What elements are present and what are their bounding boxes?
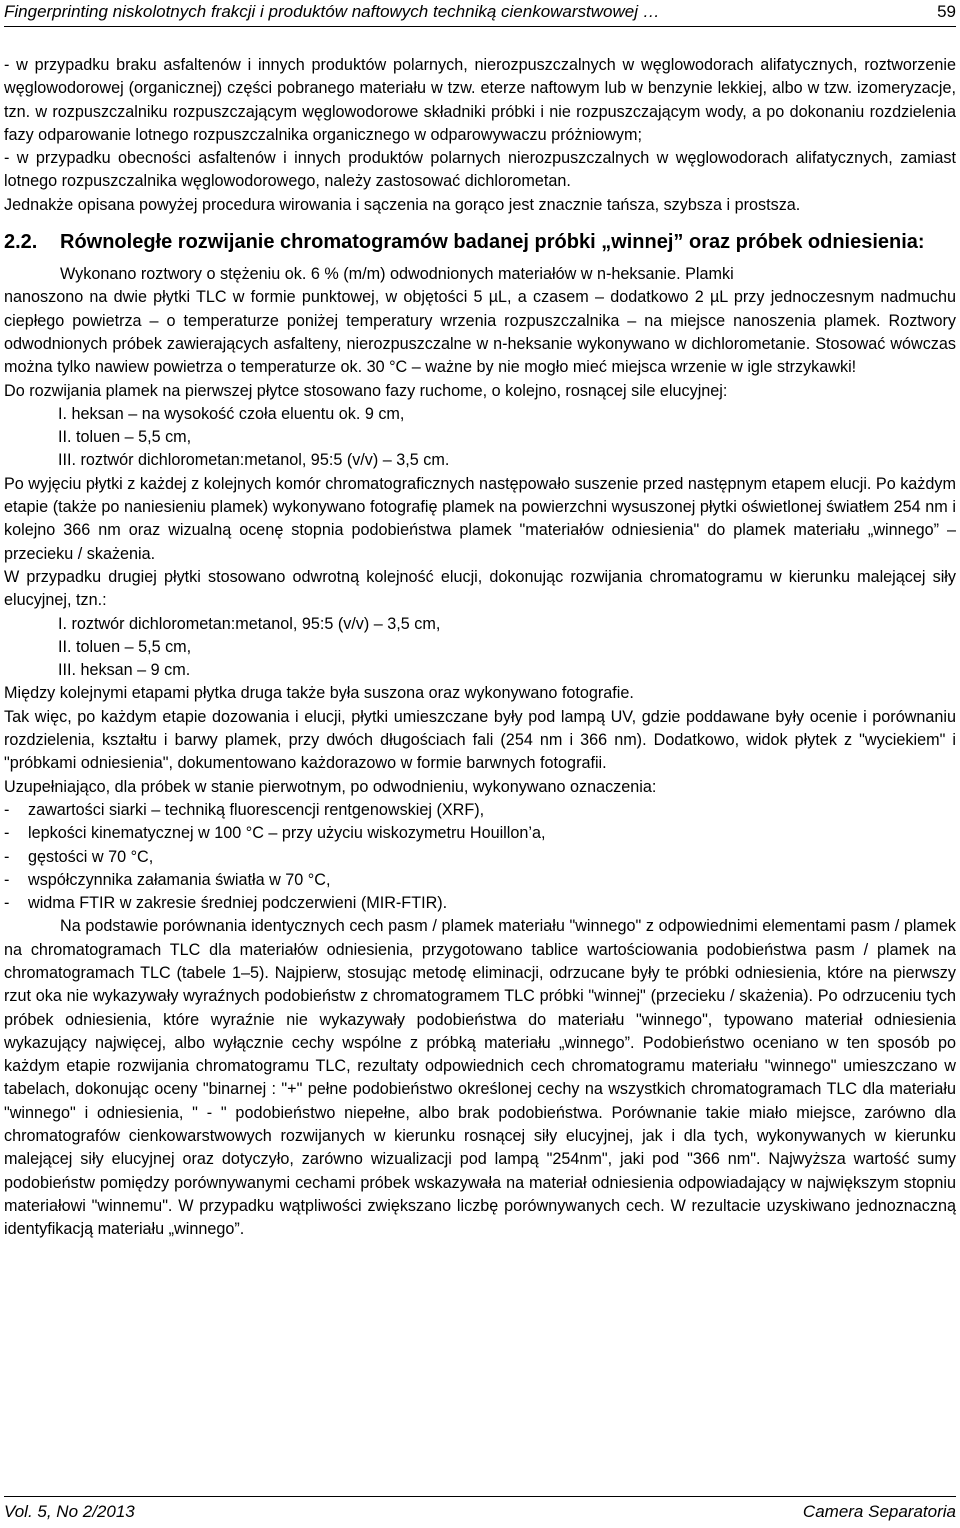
first-plate-step-2: II. toluen – 5,5 cm, [58,428,192,447]
list-item: - zawartości siarki – techniką fluorescencji rentgenowskiej (XRF), [4,799,956,822]
paragraph-each-stage: Tak więc, po każdym etapie dozowania i elucji, płytki umieszczane były pod lampą UV, gdzie poddawane były ocenie i porównaniu rozdzielenia, kształtu i barwy plamek, przy dwóch długościach fali (254 nm i 366 nm). Dodatkowo, widok płytek z "wyciekiem" i "próbkami odniesienia", dokumentowano każdorazowo w formie barwnych fotografii. [4,707,956,773]
paragraph-second-plate: W przypadku drugiej płytki stosowano odwrotną kolejność elucji, dokonując rozwijania chromatogramu w kierunku malejącej siły elucyjnej, tzn.: [4,567,956,610]
paragraph-after-first-plate: Po wyjęciu płytki z każdej z kolejnych komór chromatograficznych następowało suszenie przed następnym etapem elucji. Po każdym etapie (także po naniesieniu plamek) wykonywano fotografię plamek na powierzchni wysuszonej płytki oświetlonej światłem 254 nm i kolejno 366 nm oraz wizualną ocenę stopnia podobieństwa plamek "materiałów odniesienia" do plamek materiału „winnego” – przecieku / skażenia. [4,474,956,563]
paragraph-first-plate: Do rozwijania plamek na pierwszej płytce stosowano fazy ruchome, o kolejno, rosnącej sile elucyjnej: [4,381,728,400]
determination-refractive-index: współczynnika załamania światła w 70 °C, [28,870,331,889]
paragraph-no-asphaltenes: - w przypadku braku asfaltenów i innych produktów polarnych, nierozpuszczalnych w węglowodorach alifatycznych, roztworzenie węglowodorowej (organicznej) części pobranego materiału w tzw. eterze naftowym lub w benzynie lekkiej, albo w tzw. izomeryzacje, tzn. w rozpuszczalniku rozpuszczającym węglowodorowe składniki próbki i nie rozpuszczającym wody, a po dokonaniu rozdzielenia fazy odparowanie lotnego rozpuszczalnika organicznego w odparowywaczu próżniowym; [4,56,956,144]
second-plate-step-3: III. heksan – 9 cm. [58,661,191,680]
running-footer [4,1496,956,1528]
determination-ftir: widma FTIR w zakresie średniej podczerwieni (MIR-FTIR). [28,894,448,913]
paragraph-evaluation: Na podstawie porównania identycznych cech pasm / plamek materiału "winnego" z odpowiednimi elementami pasm / plamek na chromatogramach TLC dla materiałów odniesienia, przygotowano tablice wartościowania podobieństwa pasm / plamek na chromatogramach TLC (tabele 1–5). Najpierw, stosując metodę eliminacji, odrzucane były te próbki odniesienia, które na pierwszy rzut oka nie wykazywały wyraźnych podobieństw z chromatogramem TLC próbki "winnej" (przecieku / skażenia). Po odrzuceniu tych próbek odniesienia, które wyraźnie nie wykazywały podobieństwa do materiału "winnego", typowano materiał odniesienia wykazujący najwięcej, albo wyłącznie cechy wspólne z próbką materiału „winnego”. Podobieństwo oceniano w ten sposób po każdym etapie rozwijania chromatogramu TLC, rezultaty odpowiednich cech chromatogramu materiału "winnego" umieszczano w tabelach, dokonując oceny "binarnej : "+" pełne podobieństwo określonej cechy na wszystkich chromatogramach TLC dla materiału "winnego" i odniesienia, " - " podobieństwo niepełne, albo brak podobieństwa. Porównanie takie miało miejsce, zarówno dla chromatografów cienkowarstwowych rozwijanych w kierunku rosnącej siły elucyjnej, jak i dla tych, wykonywanych w kierunku malejącej siły elucyjnej oraz dotyczyło, zarówno wizualizacji pod lampą "254nm", jaki pod "366 nm". Najwyższa wartość sumy podobieństw pomiędzy porównywanymi cechami próbek wskazywała na materiał odniesienia odpowiadający w największym stopniu materiałowi "winnemu". W przypadku wątpliwości zwiększano liczbę porównywanych cech. W rezultacie uzyskiwano jednoznaczną identyfikacją materiału „winnego”. [4,917,956,1239]
running-header [4,0,956,26]
paragraph-with-asphaltenes: - w przypadku obecności asfaltenów i innych produktów polarnych nierozpuszczalnych w węglowodorach alifatycznych, zamiast lotnego rozpuszczalnika węglowodorowego, należy zastosować dichlorometan. [4,149,956,191]
list-item: - współczynnika załamania światła w 70 °C, [4,869,956,892]
journal-volume: Vol. 5, No 2/2013 [4,1502,135,1521]
paragraph-between-stages: Między kolejnymi etapami płytka druga także była suszona oraz wykonywano fotografie. [4,684,634,703]
determination-density: gęstości w 70 °C, [28,847,154,866]
section-number: 2.2. [4,231,38,254]
list-item: - lepkości kinematycznej w 100 °C – przy użyciu wiskozymetru Houillon’a, [4,822,956,845]
paragraph-prep: nanoszono na dwie płytki TLC w formie punktowej, w objętości 5 µL, a czasem – dodatkowo 2 µL przy jednoczesnym nadmuchu ciepłego powietrza – o temperaturze poniżej temperatury wrzenia rozpuszczalnika – na miejsce nanoszenia plamek. Roztwory odwodnionych próbek zawierających asfalteny, nierozpuszczalne w n-heksanie wykonywano w dichlorometanie. Stosować wówczas można tylko nawiew powietrza o temperaturze ok. 30 °C – ważne by nie mogło mieć miejsca wrzenie w igle strzykawki! [4,288,956,377]
page-number: 59 [937,2,956,21]
list-item: - widma FTIR w zakresie średniej podczerwieni (MIR-FTIR). [4,892,956,915]
article-body [4,54,956,1242]
first-plate-step-1: I. heksan – na wysokość czoła eluentu ok. 9 cm, [58,404,405,423]
determination-sulfur: zawartości siarki – techniką fluorescencji rentgenowskiej (XRF), [28,800,485,819]
section-heading [4,229,956,255]
running-title: Fingerprinting niskolotnych frakcji i produktów naftowych techniką cienkowarstwowej … [4,2,660,21]
section-title: Równoległe rozwijanie chromatogramów badanej próbki „winnej” oraz próbek odniesienia: [60,231,925,254]
footer-rule [4,1496,956,1497]
paragraph-procedure-note: Jednakże opisana powyżej procedura wirowania i sączenia na gorąco jest znacznie tańsza, szybsza i prostsza. [4,195,801,214]
determination-viscosity: lepkości kinematycznej w 100 °C – przy użyciu wiskozymetru Houillon’a, [28,824,546,843]
first-plate-step-3: III. roztwór dichlorometan:metanol, 95:5 (v/v) – 3,5 cm. [58,451,450,470]
second-plate-step-2: II. toluen – 5,5 cm, [58,637,192,656]
header-rule [4,26,956,27]
paragraph-prep-first-line: Wykonano roztwory o stężeniu ok. 6 % (m/m) odwodnionych materiałów w n-heksanie. Plamki [60,265,734,284]
paragraph-supplementary: Uzupełniająco, dla próbek w stanie pierwotnym, po odwodnieniu, wykonywano oznaczenia: [4,777,657,796]
second-plate-step-1: I. roztwór dichlorometan:metanol, 95:5 (v/v) – 3,5 cm, [58,614,441,633]
list-item: - gęstości w 70 °C, [4,846,956,869]
journal-name: Camera Separatoria [802,1502,956,1521]
